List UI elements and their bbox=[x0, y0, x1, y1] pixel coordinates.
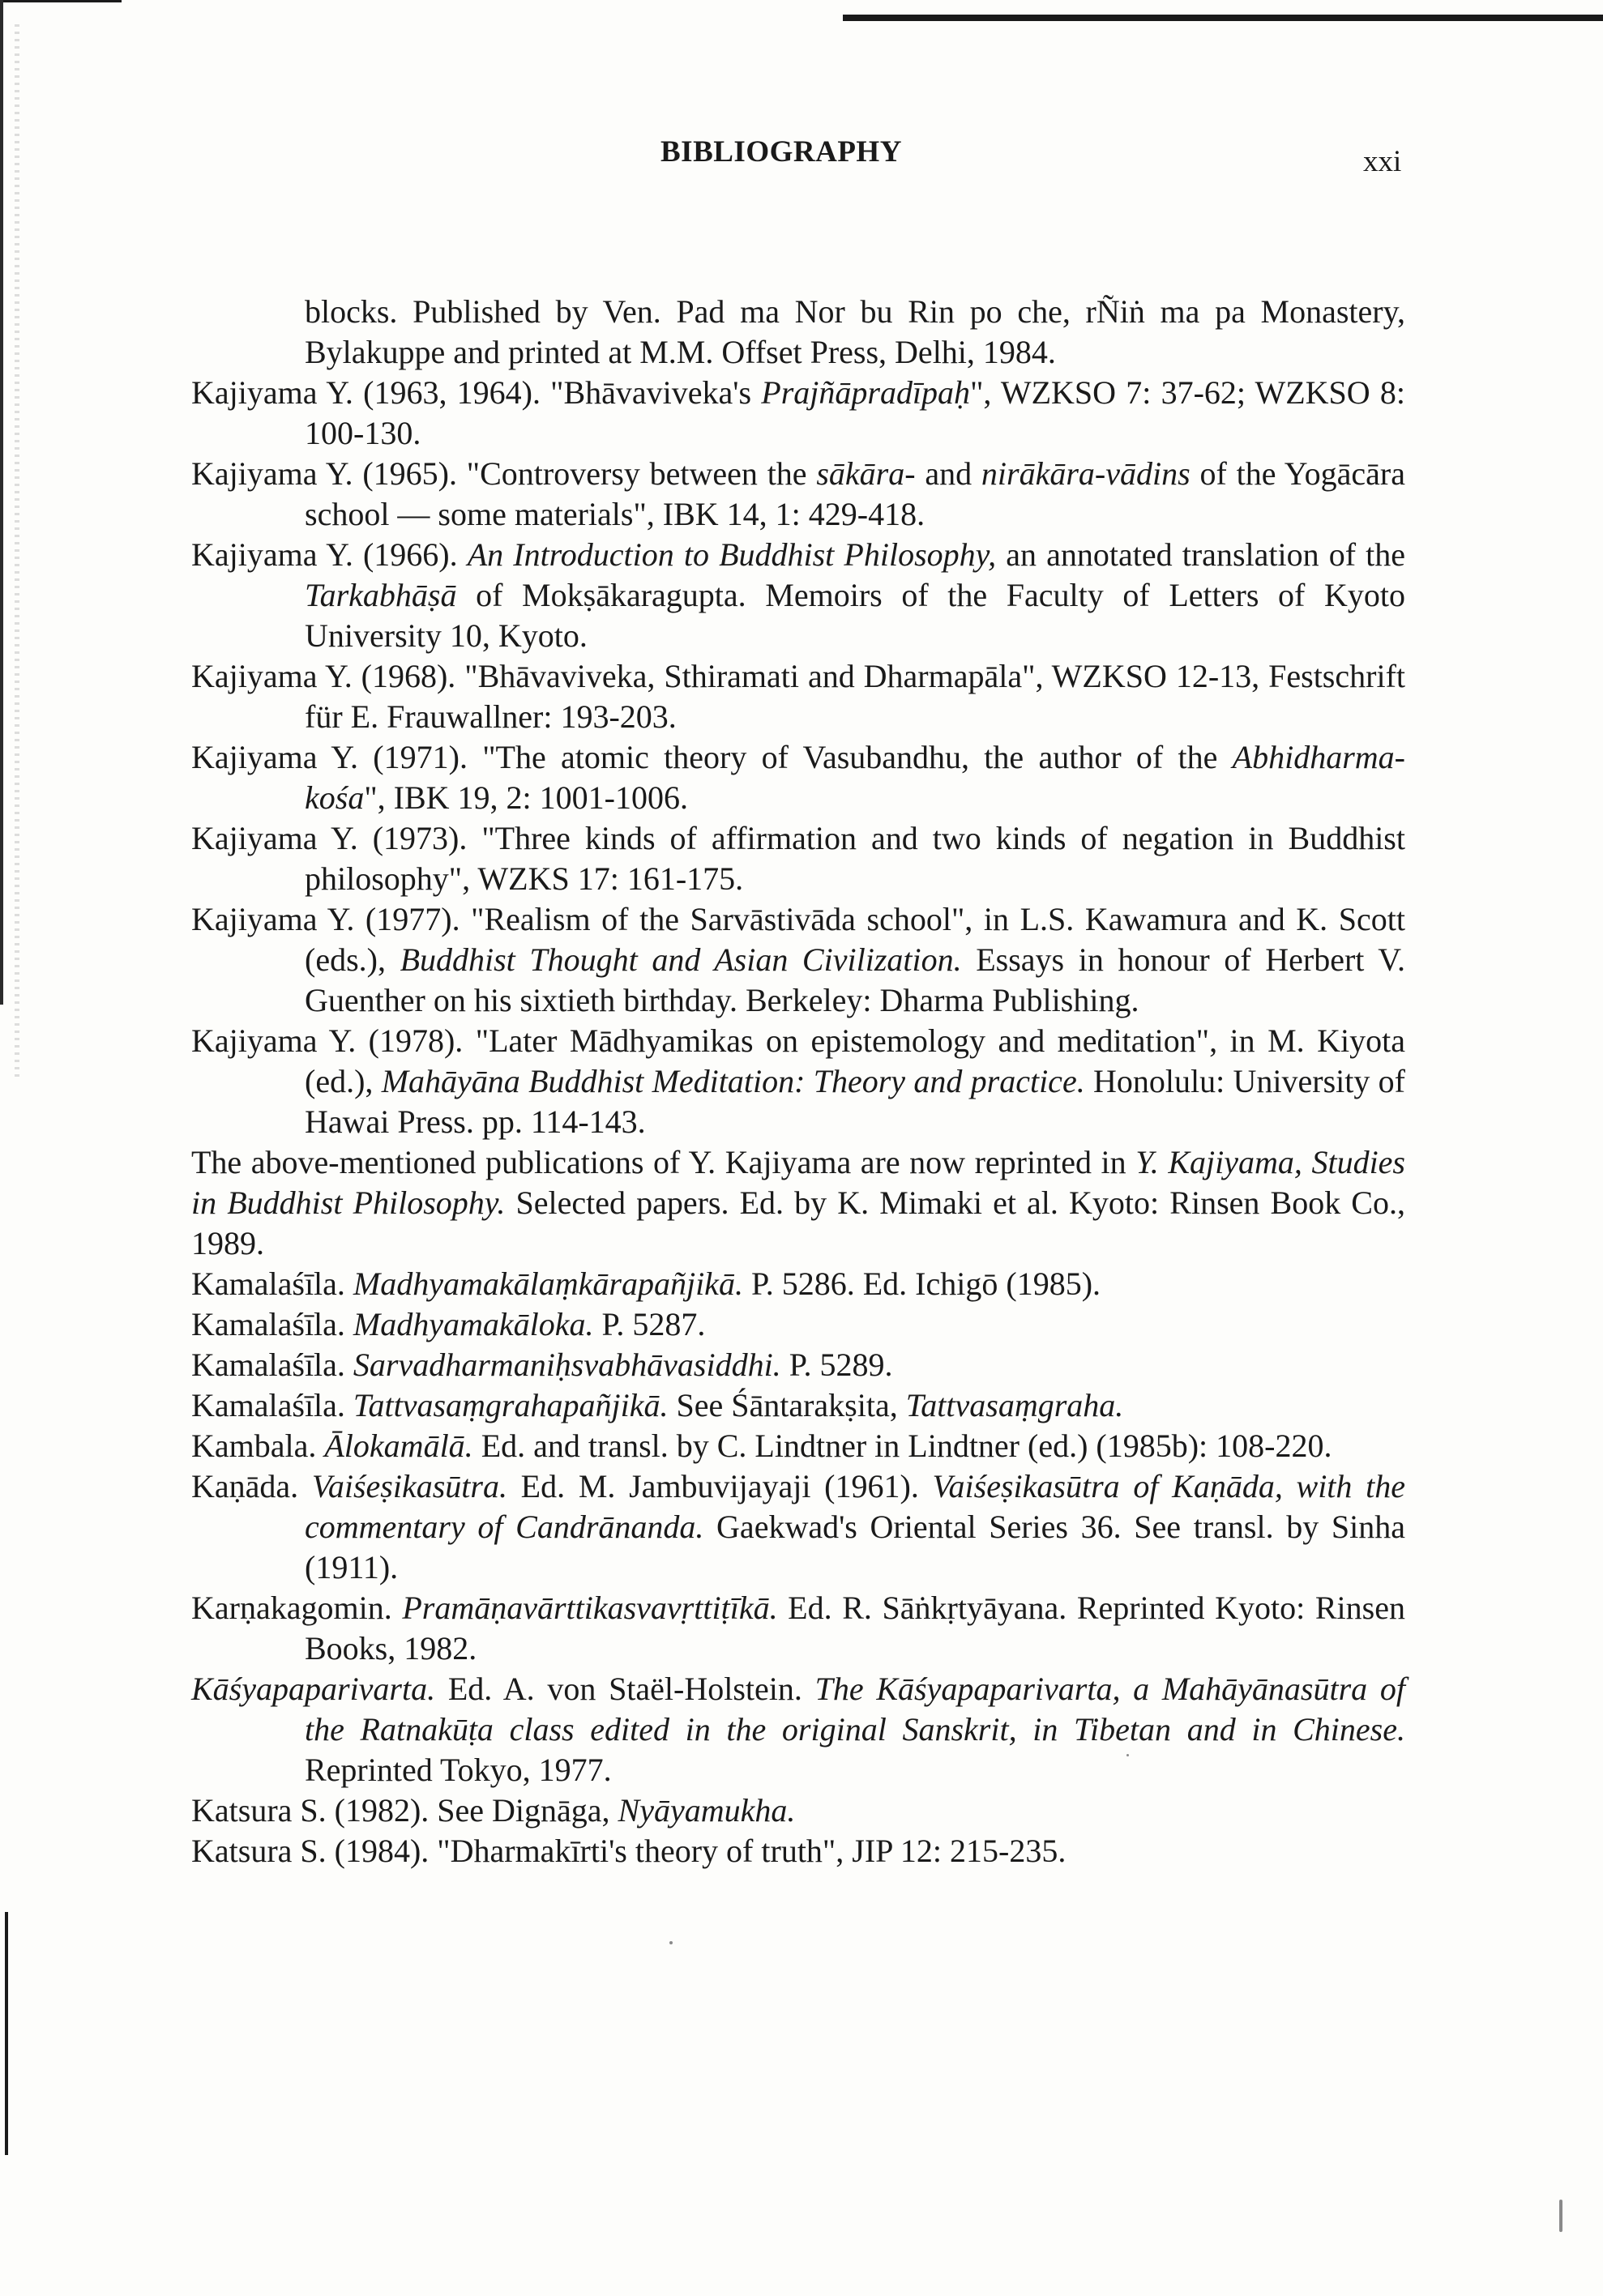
bib-entry: Kajiyama Y. (1966). An Introduction to Buddhist Philosophy, an annotated translation of the Tarkabhāṣā of Mokṣākaragupta. Memoirs of the Faculty of Letters of Kyoto University 10, Kyoto. bbox=[191, 536, 1406, 654]
bib-entry: Kamalaśīla. Madhyamakāloka. P. 5287. bbox=[191, 1306, 706, 1342]
top-rule bbox=[843, 15, 1603, 21]
page-number: xxi bbox=[1363, 145, 1402, 178]
bib-entry: Kajiyama Y. (1963, 1964). "Bhāvaviveka's Prajñāpradīpaḥ", WZKSO 7: 37-62; WZKSO 8: 100-130. bbox=[191, 374, 1405, 451]
bib-entry: Kāśyapaparivarta. Ed. A. von Staël-Holstein. The Kāśyapaparivarta, a Mahāyānasūtra of the Ratnakūṭa class edited in the original Sanskrit, in Tibetan and in Chinese. Reprinted Tokyo, 1977. bbox=[191, 1671, 1405, 1788]
bib-entry: Katsura S. (1982). See Dignāga, Nyāyamukha. bbox=[191, 1792, 796, 1829]
bib-entry: Kajiyama Y. (1973). "Three kinds of affirmation and two kinds of negation in Buddhist philosophy", WZKS 17: 161-175. bbox=[191, 820, 1405, 897]
scan-speck bbox=[1126, 1754, 1129, 1756]
bib-entry: Kamalaśīla. Sarvadharmaniḥsvabhāvasiddhi. P. 5289. bbox=[191, 1346, 893, 1383]
scan-speck bbox=[669, 1941, 673, 1944]
bib-entry: Kaṇāda. Vaiśeṣikasūtra. Ed. M. Jambuvijayaji (1961). Vaiśeṣikasūtra of Kaṇāda, with the commentary of Candrānanda. Gaekwad's Oriental Series 36. See transl. by Sinha (1911). bbox=[191, 1468, 1405, 1585]
scan-left-edge bbox=[0, 0, 15, 1005]
scan-left-mark bbox=[5, 1912, 8, 2155]
bib-entry: Katsura S. (1984). "Dharmakīrti's theory of truth", JIP 12: 215-235. bbox=[191, 1833, 1067, 1869]
scan-left-shadow bbox=[15, 24, 19, 1078]
bib-entry-continuation: blocks. Published by Ven. Pad ma Nor bu Rin po che, rÑiṅ ma pa Monastery, Bylakuppe and printed at M.M. Offset Press, Delhi, 1984. bbox=[305, 293, 1405, 370]
bib-entry: Kajiyama Y. (1971). "The atomic theory of Vasubandhu, the author of the Abhidharma-kośa", IBK 19, 2: 1001-1006. bbox=[191, 739, 1405, 816]
bib-entry: Kajiyama Y. (1968). "Bhāvaviveka, Sthiramati and Dharmapāla", WZKSO 12-13, Festschrift für E. Frauwallner: 193-203. bbox=[191, 658, 1405, 735]
bib-entry: Kajiyama Y. (1977). "Realism of the Sarvāstivāda school", in L.S. Kawamura and K. Scott (eds.), Buddhist Thought and Asian Civilization. Essays in honour of Herbert V. Guenther on his sixtieth birthday. Berkeley: Dharma Publishing. bbox=[191, 901, 1406, 1018]
scan-speck bbox=[1559, 2200, 1562, 2232]
bib-entry: Karṇakagomin. Pramāṇavārttikasvavṛttiṭīkā. Ed. R. Sāṅkṛtyāyana. Reprinted Kyoto: Rinsen Books, 1982. bbox=[191, 1590, 1405, 1667]
reprint-note: The above-mentioned publications of Y. Kajiyama are now reprinted in Y. Kajiyama, Studies in Buddhist Philosophy. Selected papers. Ed. by K. Mimaki et al. Kyoto: Rinsen Book Co., 1989. bbox=[191, 1144, 1405, 1261]
bib-entry: Kajiyama Y. (1965). "Controversy between the sākāra- and nirākāra-vādins of the Yogācāra school — some materials", IBK 14, 1: 429-418. bbox=[191, 455, 1405, 532]
bibliography-list bbox=[191, 292, 1405, 1871]
bib-entry: Kambala. Ālokamālā. Ed. and transl. by C. Lindtner in Lindtner (ed.) (1985b): 108-220. bbox=[191, 1428, 1332, 1464]
running-head: BIBLIOGRAPHY bbox=[660, 135, 902, 169]
scan-corner-mark bbox=[0, 0, 122, 19]
bib-entry: Kamalaśīla. Tattvasaṃgrahapañjikā. See Śāntarakṣita, Tattvasaṃgraha. bbox=[191, 1387, 1124, 1423]
bib-entry: Kajiyama Y. (1978). "Later Mādhyamikas on epistemology and meditation", in M. Kiyota (ed.), Mahāyāna Buddhist Meditation: Theory and practice. Honolulu: University of Hawai Press. pp. 114-143. bbox=[191, 1022, 1405, 1140]
bib-entry: Kamalaśīla. Madhyamakālaṃkārapañjikā. P. 5286. Ed. Ichigō (1985). bbox=[191, 1265, 1101, 1302]
